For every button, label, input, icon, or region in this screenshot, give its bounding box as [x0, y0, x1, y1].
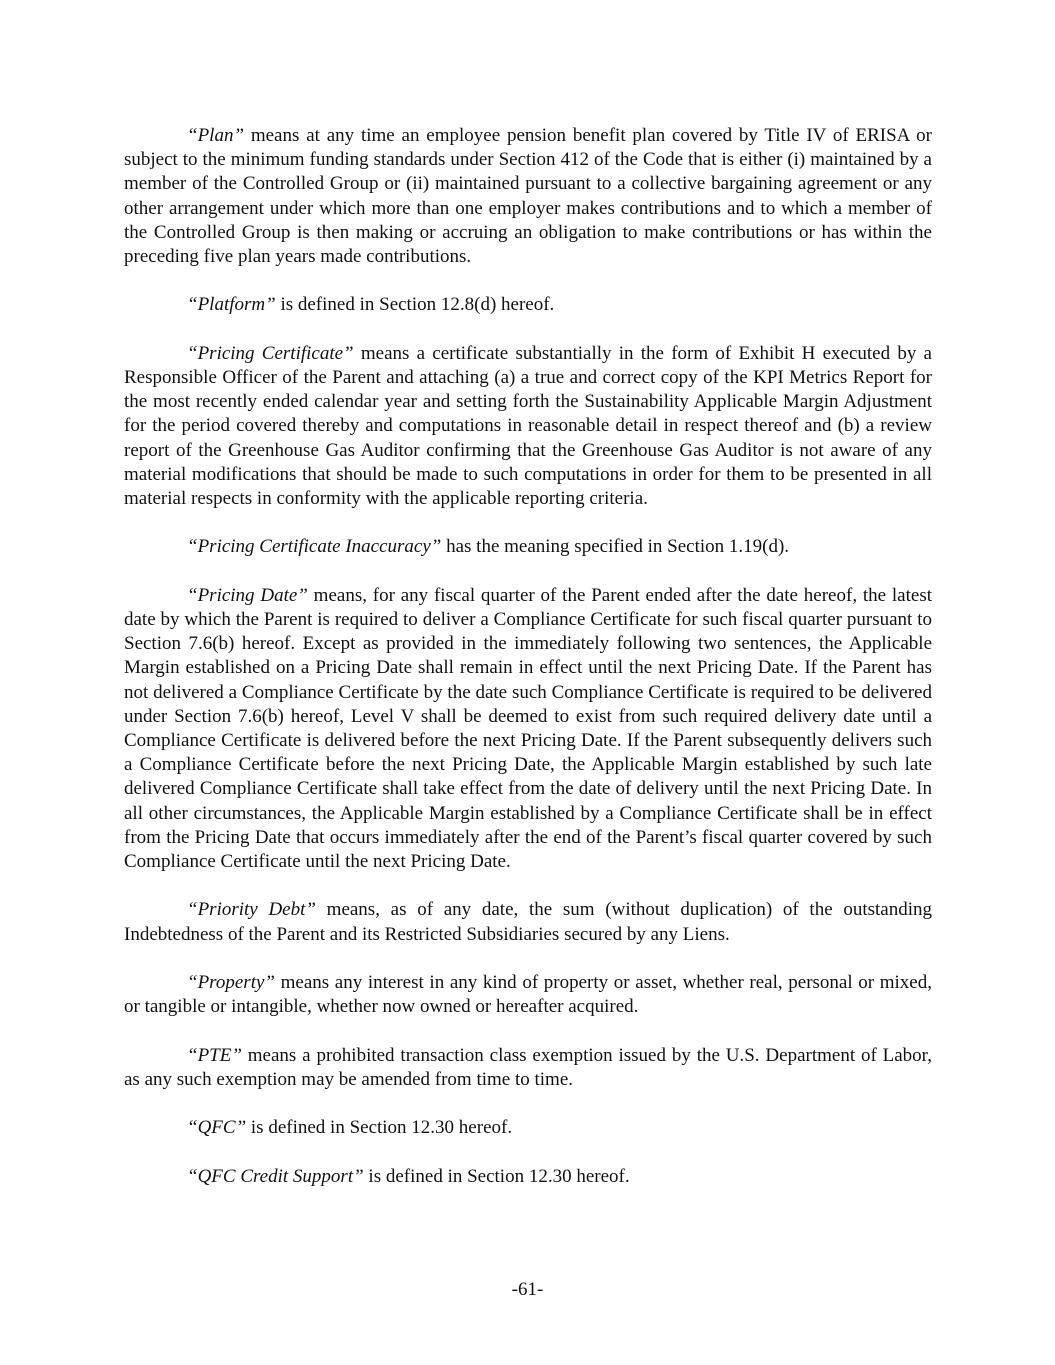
definition-text: means a certificate substantially in the form of Exhibit H executed by a Responsible Officer of the Parent and attaching (a) a true and correct copy of the KPI Metrics Report for the most recently ended calendar year and setting forth the Sustainability Applicable Margin Adjustment for the period covered thereby and computations in reasonable detail in respect thereof and (b) a review report of the Greenhouse Gas Auditor confirming that the Greenhouse Gas Auditor is not aware of any material modifications that should be made to such computations in order for them to be presented in all material respects in conformity with the applicable reporting criteria. [124, 342, 932, 510]
definition-property [124, 971, 932, 1019]
definition-text: is defined in Section 12.30 hereof. [363, 1165, 630, 1187]
defined-term: “Pricing Date” [187, 584, 308, 606]
definition-priority-debt [124, 898, 932, 946]
defined-term: “PTE” [187, 1044, 242, 1066]
definition-text: means, for any fiscal quarter of the Parent ended after the date hereof, the latest date by which the Parent is required to deliver a Compliance Certificate for such fiscal quarter pursuant to Section 7.6(b) hereof. Except as provided in the immediately following two sentences, the Applicable Margin established on a Pricing Date shall remain in effect until the next Pricing Date. If the Parent has not delivered a Compliance Certificate by the date such Compliance Certificate is required to be delivered under Section 7.6(b) hereof, Level V shall be deemed to exist from such required delivery date until a Compliance Certificate is delivered before the next Pricing Date. If the Parent subsequently delivers such a Compliance Certificate before the next Pricing Date, the Applicable Margin established by such late delivered Compliance Certificate shall take effect from the date of delivery until the next Pricing Date. In all other circumstances, the Applicable Margin established by a Compliance Certificate shall be in effect from the Pricing Date that occurs immediately after the end of the Parent’s fiscal quarter covered by such Compliance Certificate until the next Pricing Date. [124, 584, 932, 873]
definition-text: is defined in Section 12.30 hereof. [246, 1117, 513, 1139]
defined-term: “QFC Credit Support” [187, 1165, 364, 1187]
defined-term: “Plan” [187, 125, 245, 146]
definition-pte [124, 1044, 932, 1092]
definition-plan [124, 124, 932, 269]
defined-term: “QFC” [187, 1117, 247, 1139]
definition-platform [124, 293, 932, 317]
defined-term: “Platform” [187, 294, 276, 316]
defined-term: “Pricing Certificate Inaccuracy” [187, 536, 442, 558]
definition-pricing-certificate-inaccuracy [124, 535, 932, 559]
definition-qfc [124, 1116, 932, 1140]
definition-text: is defined in Section 12.8(d) hereof. [275, 294, 555, 316]
document-page [124, 124, 932, 1213]
defined-term: “Priority Debt” [187, 899, 316, 921]
definition-qfc-credit-support [124, 1165, 932, 1189]
definition-text: means at any time an employee pension benefit plan covered by Title IV of ERISA or subject to the minimum funding standards under Section 412 of the Code that is either (i) maintained by a member of the Controlled Group or (ii) maintained pursuant to a collective bargaining agreement or any other arrangement under which more than one employer makes contributions and to which a member of the Controlled Group is then making or accruing an obligation to make contributions or has within the preceding five plan years made contributions. [124, 125, 932, 268]
defined-term: “Property” [187, 972, 275, 994]
page-number: -61- [511, 1279, 544, 1300]
definition-pricing-date [124, 584, 932, 874]
definition-text: means, as of any date, the sum (without duplication) of the outstanding Indebtedness of the Parent and its Restricted Subsidiaries secured by any Liens. [124, 899, 933, 945]
definition-text: means a prohibited transaction class exemption issued by the U.S. Department of Labor, as any such exemption may be amended from time to time. [124, 1044, 932, 1090]
defined-term: “Pricing Certificate” [187, 342, 354, 364]
definition-pricing-certificate [124, 342, 932, 511]
definition-text: means any interest in any kind of property or asset, whether real, personal or mixed, or tangible or intangible, whether now owned or hereafter acquired. [124, 972, 932, 1018]
definition-text: has the meaning specified in Section 1.19(d). [441, 536, 790, 558]
